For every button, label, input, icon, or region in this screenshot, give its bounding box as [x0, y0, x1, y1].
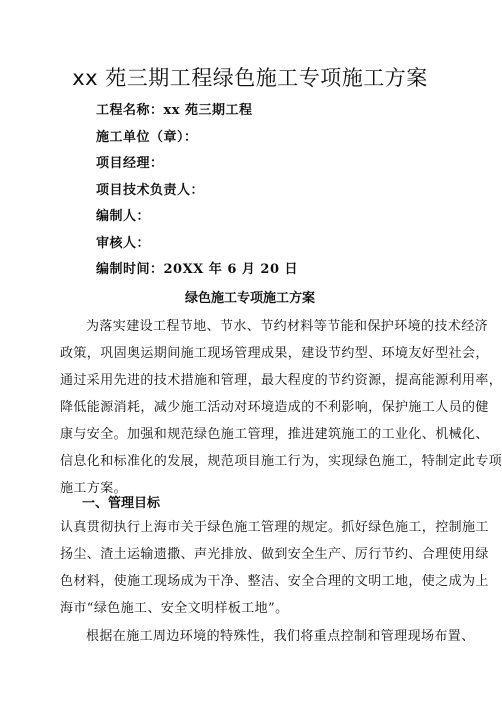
- paragraph-line: 扬尘、渣土运输遗撒、声光排放、做到安全生产、厉行节约、合理使用绿: [60, 547, 489, 562]
- meta-reviewer: 审核人：: [96, 235, 151, 251]
- closing-paragraph: [60, 623, 475, 650]
- paragraph-line: 认真贯彻执行上海市关于绿色施工管理的规定。抓好绿色施工，控制施工: [60, 520, 489, 535]
- paragraph-line: 施工方案。: [60, 481, 128, 496]
- paragraph-line: 色材料，使施工现场成为干净、整洁、安全合理的文明工地，使之成为上: [60, 574, 489, 589]
- project-meta-list: [96, 98, 436, 284]
- paragraph-line: 海市“绿色施工、安全文明样板工地”。: [60, 601, 289, 616]
- paragraph-line: 通过采用先进的技术措施和管理，最大程度的节约资源，提高能源利用率，: [60, 373, 502, 388]
- meta-construction-unit: 施工单位（章）：: [96, 129, 198, 145]
- paragraph-line: 根据在施工周边环境的特殊性，我们将重点控制和管理现场布置、: [86, 629, 475, 644]
- meta-project-manager: 项目经理：: [96, 156, 164, 171]
- paragraph-line: 降低能源消耗，减少施工活动对环境造成的不利影响，保护施工人员的健: [60, 400, 489, 415]
- section-title: 绿色施工专项施工方案: [184, 291, 315, 306]
- document-title: xx 苑三期工程绿色施工专项施工方案: [72, 66, 428, 90]
- meta-project-name: 工程名称：xx 苑三期工程: [96, 103, 253, 118]
- meta-technical-lead: 项目技术负责人：: [96, 182, 205, 198]
- meta-compile-date: 编制时间：20XX 年 6 月 20 日: [96, 262, 299, 277]
- goals-paragraph: [60, 514, 489, 622]
- paragraph-line: 康与安全。加强和规范绿色施工管理，推进建筑施工的工业化、机械化、: [60, 427, 489, 442]
- intro-paragraph: [60, 313, 502, 502]
- paragraph-line: 政策，巩固奥运期间施工现场管理成果，建设节约型、环境友好型社会，: [60, 346, 489, 361]
- paragraph-line: 信息化和标准化的发展，规范项目施工行为，实现绿色施工，特制定此专项: [60, 454, 502, 469]
- paragraph-line: 为落实建设工程节地、节水、节约材料等节能和保护环境的技术经济: [86, 319, 489, 334]
- heading-management-goals: 一、管理目标: [82, 496, 161, 511]
- meta-compiler: 编制人：: [96, 209, 151, 224]
